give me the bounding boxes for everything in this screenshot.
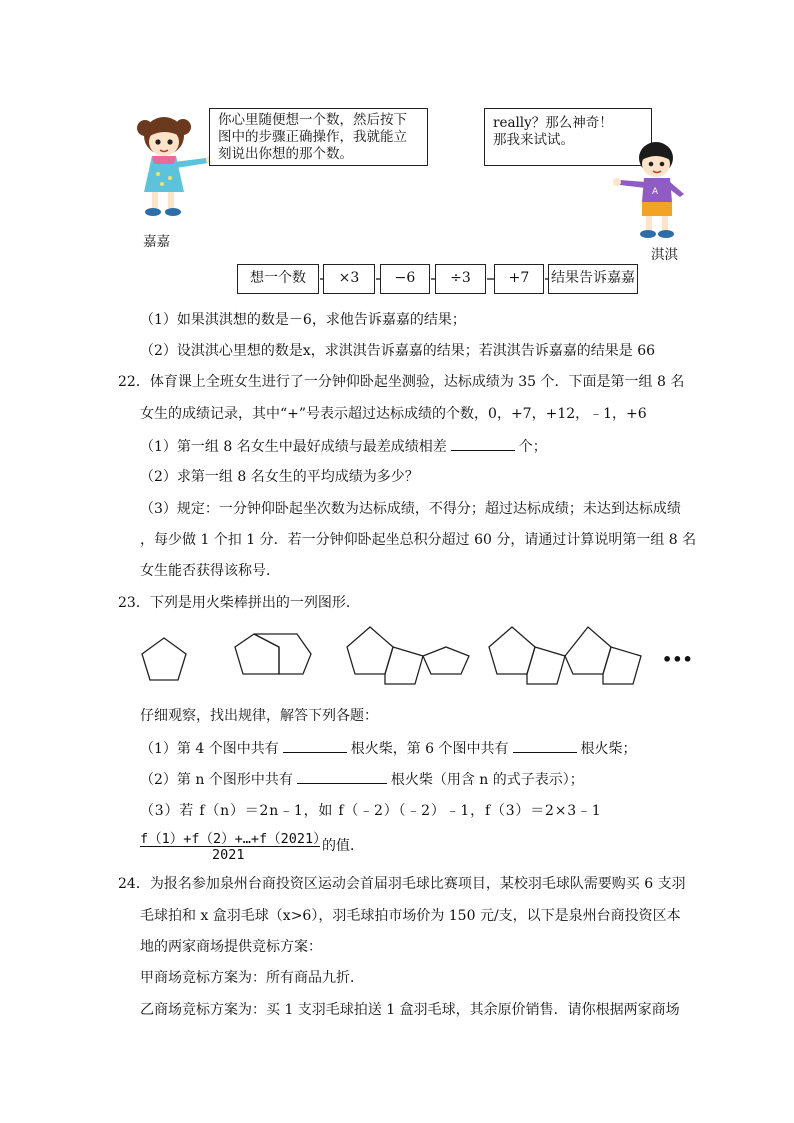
jiajia-speech-line: 刻说出你想的那个数。 — [218, 146, 353, 162]
boy-illustration — [612, 138, 692, 242]
q23-stem: 23．下列是用火柴棒拼出的一列图形． — [118, 595, 360, 611]
answer-blank — [451, 436, 515, 451]
matchstick-pentagon-figures — [130, 620, 690, 700]
q23-part2 — [140, 769, 584, 790]
q21-part2: （2）设淇淇心里想的数是x，求淇淇告诉嘉嘉的结果；若淇淇告诉嘉嘉的结果是 66 — [140, 343, 656, 359]
q22-part1-text: （1）第一组 8 名女生中最好成绩与最差成绩相差 — [140, 439, 447, 455]
flow-step-subtract: −6 — [380, 264, 430, 294]
q22-part1-text: 个； — [518, 439, 547, 455]
q23-part1-text: 根火柴； — [580, 741, 637, 757]
q22-part3-line: （3）规定：一分钟仰卧起坐次数为达标成绩，不得分；超过达标成绩；未达到达标成绩 — [140, 501, 681, 517]
flow-step-result: 结果告诉嘉嘉 — [548, 264, 638, 294]
q23-part2-text: （2）第 n 个图形中共有 — [140, 772, 293, 788]
qiqi-speech-line: really？那么神奇！ — [493, 115, 613, 131]
svg-text:A: A — [652, 187, 659, 197]
q24-line: 甲商场竞标方案为：所有商品九折． — [140, 970, 364, 986]
q23-part3-line: （3）若 f（n）＝2n﹣1，如 f（﹣2）（﹣2）﹣1，f（3）＝2×3﹣1 — [140, 803, 602, 819]
q23-part1 — [140, 738, 637, 759]
q22-stem-line: 女生的成绩记录，其中“+”号表示超过达标成绩的个数，0，+7，+12，﹣1，+6 — [140, 406, 647, 422]
q24-line: 地的两家商场提供竞标方案： — [140, 939, 322, 955]
jiajia-speech-bubble — [209, 108, 428, 166]
flow-step-divide: ÷3 — [435, 264, 486, 294]
q22-part1 — [140, 436, 547, 457]
qiqi-name: 淇淇 — [651, 247, 678, 263]
fraction-denominator: 2021 — [212, 847, 245, 863]
q23-part2-text: 根火柴（用含 n 的式子表示）； — [390, 772, 584, 788]
q22-part3-line: 女生能否获得该称号． — [140, 563, 280, 579]
ellipsis: ••• — [662, 650, 693, 669]
q23-instruction: 仔细观察，找出规律，解答下列各题： — [140, 708, 378, 724]
jiajia-speech-line: 你心里随便想一个数，然后按下 — [218, 112, 407, 128]
jiajia-speech-line: 图中的步骤正确操作，我就能立 — [218, 129, 407, 145]
girl-illustration — [128, 112, 218, 224]
answer-blank — [513, 738, 577, 753]
q23-part1-text: 根火柴，第 6 个图中共有 — [350, 741, 509, 757]
q24-line: 24．为报名参加泉州台商投资区运动会首届羽毛球比赛项目，某校羽毛球队需要购买 6 支羽 — [118, 876, 686, 892]
fraction-tail: 的值． — [322, 838, 364, 854]
q21-part1: （1）如果淇淇想的数是－6，求他告诉嘉嘉的结果； — [140, 312, 466, 328]
answer-blank — [297, 769, 387, 784]
flow-step-multiply: ×3 — [323, 264, 375, 294]
q23-part1-text: （1）第 4 个图中共有 — [140, 741, 279, 757]
q22-part2: （2）求第一组 8 名女生的平均成绩为多少？ — [140, 469, 419, 485]
flow-step-think: 想一个数 — [237, 264, 319, 294]
qiqi-speech-line: 那我来试试。 — [493, 132, 574, 148]
answer-blank — [283, 738, 347, 753]
q22-part3-line: ，每少做 1 个扣 1 分．若一分钟仰卧起坐总积分超过 60 分，请通过计算说明第一组 8 名 — [140, 532, 697, 548]
fraction-numerator: f（1）+f（2）+…+f（2021） — [140, 831, 327, 847]
q24-line: 乙商场竞标方案为：买 1 支羽毛球拍送 1 盒羽毛球，其余原价销售．请你根据两家商场 — [140, 1002, 680, 1018]
jiajia-name: 嘉嘉 — [143, 234, 170, 250]
flow-step-add: +7 — [494, 264, 544, 294]
q24-line: 毛球拍和 x 盒羽毛球（x>6），羽毛球拍市场价为 150 元/支，以下是泉州台商投资区本 — [140, 908, 681, 924]
q22-stem-line: 22．体育课上全班女生进行了一分钟仰卧起坐测验，达标成绩为 35 个．下面是第一组 8 名 — [118, 374, 685, 390]
